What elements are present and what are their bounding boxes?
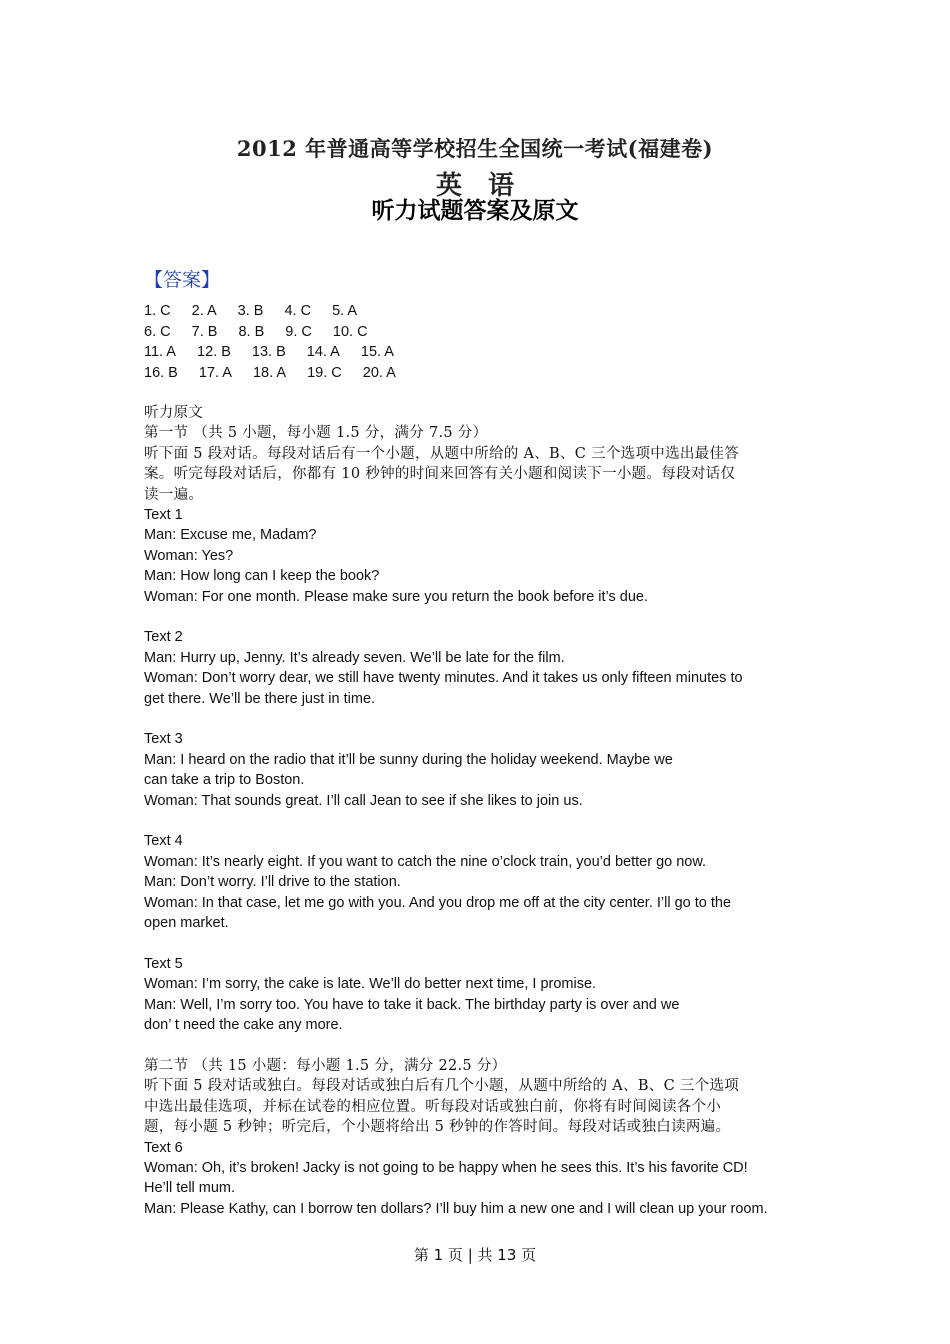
dialogue-line: Woman: That sounds great. I’ll call Jean to see if she likes to join us. [144,792,583,809]
dialogue-line: get there. We’ll be there just in time. [144,690,376,707]
answer-item: 11. A [144,344,176,360]
dialogue-line: can take a trip to Boston. [144,772,305,789]
section1-instruction-line: 听下面 5 段对话。每段对话后有一个小题，从题中所给的 A、B、C 三个选项中选出最佳答 [144,445,740,462]
text1-label: Text 1 [144,507,183,524]
dialogue-line: open market. [144,915,229,932]
answer-item: 13. B [251,344,286,360]
dialogue-line: Woman: I’m sorry, the cake is late. We’ll do better next time, I promise. [144,976,597,993]
spacer [144,607,814,627]
dialogue-line: Man: Excuse me, Madam? [144,527,317,544]
spacer [144,934,814,954]
answer-item: 8. B [238,323,265,340]
answer-item: 16. B [144,364,178,381]
answer-item: 17. A [198,364,232,381]
dialogue-line: Man: Well, I’m sorry too. You have to take it back. The birthday party is over and we [144,996,680,1013]
transcript [144,403,814,1219]
subject-title: 英 语 [435,171,514,201]
dialogue-line: Woman: For one month. Please make sure you return the book before it’s due. [144,588,649,605]
answer-item: 1. C [144,303,171,319]
section1-instruction-line: 读一遍。 [144,486,204,503]
dialogue-line: Woman: Yes? [144,547,234,564]
dialogue-line: Woman: Oh, it’s broken! Jacky is not going to be happy when he sees this. It’s his favorite CD! [144,1159,748,1176]
answer-key [144,301,413,383]
section2-instruction-line: 听下面 5 段对话或独白。每段对话或独白后有几个小题，从题中所给的 A、B、C 三个选项 [144,1078,740,1095]
answers-heading: 【答案】 [144,269,221,291]
dialogue-line: Man: I heard on the radio that it’ll be sunny during the holiday weekend. Maybe we [144,751,673,768]
transcript-heading: 听力原文 [144,405,204,421]
dialogue-line: Woman: Don’t worry dear, we still have twenty minutes. And it takes us only fifteen minutes to [144,670,743,687]
text3-label: Text 3 [144,731,183,748]
dialogue-line: Man: Don’t worry. I’ll drive to the station. [144,874,401,891]
dialogue-line: Man: How long can I keep the book? [144,568,380,585]
answer-item: 10. C [332,323,368,340]
section2-instruction-line: 中选出最佳选项，并标在试卷的相应位置。听每段对话或独白前，你将有时间阅读各个小 [144,1098,722,1115]
spacer [144,709,814,729]
answer-row [144,342,413,363]
dialogue-line: He’ll tell mum. [144,1180,236,1197]
section2-instruction-line: 题，每小题 5 秒钟；听完后，个小题将给出 5 秒钟的作答时间。每段对话或独白读两遍。 [144,1119,731,1136]
answer-item: 2. A [191,303,217,319]
section1-title: 第一节 （共 5 小题，每小题 1.5 分，满分 7.5 分） [144,425,488,442]
answer-item: 5. A [332,303,358,319]
answer-item: 7. B [191,323,218,340]
answer-item: 6. C [144,323,171,340]
section1-instruction-line: 案。听完每段对话后，你都有 10 秒钟的时间来回答有关小题和阅读下一小题。每段对话仅 [144,466,736,483]
dialogue-line: Woman: In that case, let me go with you. And you drop me off at the city center. I’ll go to the [144,894,732,911]
answer-item: 12. B [197,344,231,360]
answer-item: 15. A [360,344,394,360]
answer-row [144,301,413,322]
answer-item: 14. A [306,344,340,360]
text6-label: Text 6 [144,1139,183,1156]
text4-label: Text 4 [144,833,183,850]
answer-row [144,322,413,343]
answer-item: 9. C [285,323,312,340]
dialogue-line: don’ t need the cake any more. [144,1017,343,1034]
dialogue-line: Woman: It’s nearly eight. If you want to catch the nine o’clock train, you’d better go now. [144,853,707,870]
page-number: 第 1 页 | 共 13 页 [413,1246,537,1264]
answer-row [144,363,413,384]
dialogue-line: Man: Please Kathy, can I borrow ten dollars? I’ll buy him a new one and I will clean up your room. [144,1200,768,1217]
spacer [144,1036,814,1056]
dialogue-line: Man: Hurry up, Jenny. It’s already seven. We’ll be late for the film. [144,649,565,666]
answer-item: 19. C [307,364,342,381]
text5-label: Text 5 [144,955,183,972]
exam-title: 2012 年普通高等学校招生全国统一考试(福建卷) [236,136,714,161]
answer-item: 4. C [284,303,312,319]
answer-item: 20. A [362,364,396,381]
section2-title: 第二节 （共 15 小题：每小题 1.5 分，满分 22.5 分） [144,1057,507,1074]
text2-label: Text 2 [144,629,183,646]
document-subtitle: 听力试题答案及原文 [371,198,579,224]
answer-item: 3. B [237,303,264,319]
spacer [144,811,814,831]
answer-item: 18. A [252,364,287,381]
